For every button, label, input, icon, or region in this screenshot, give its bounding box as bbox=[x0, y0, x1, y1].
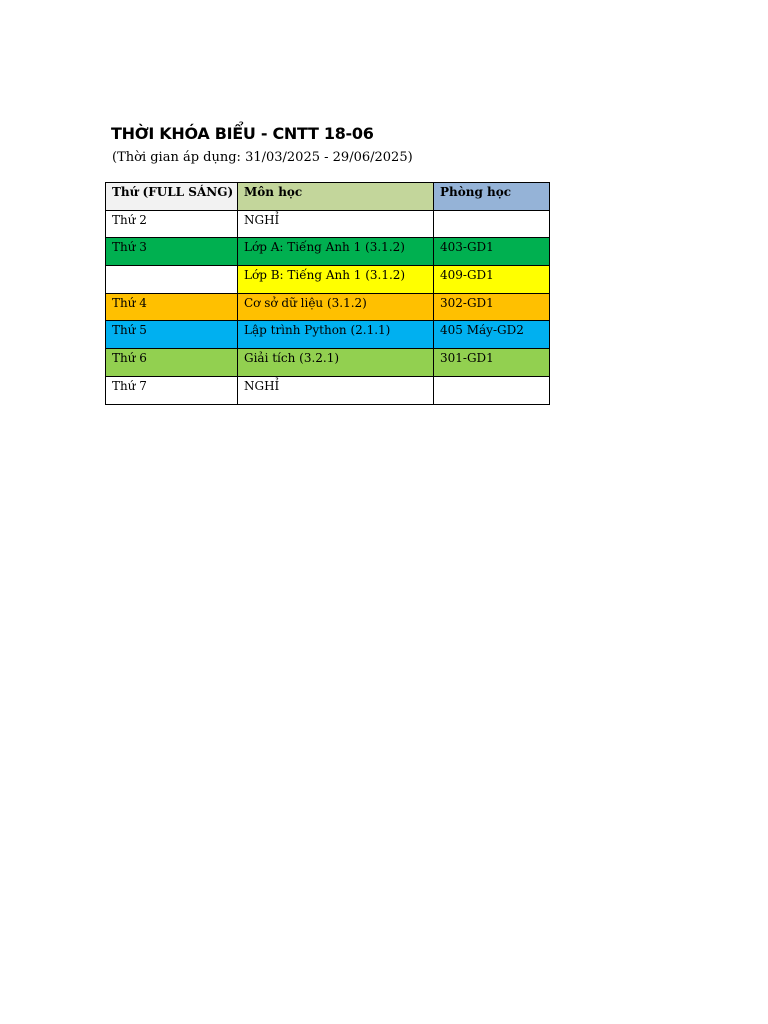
room-cell: 302-GD1 bbox=[434, 293, 550, 321]
subject-cell: Lớp A: Tiếng Anh 1 (3.1.2) bbox=[238, 238, 434, 266]
subject-cell: Giải tích (3.2.1) bbox=[238, 349, 434, 377]
header-day: Thứ (FULL SÁNG) bbox=[106, 183, 238, 211]
header-room: Phòng học bbox=[434, 183, 550, 211]
room-cell: 301-GD1 bbox=[434, 349, 550, 377]
room-cell bbox=[434, 376, 550, 404]
day-cell: Thứ 7 bbox=[106, 376, 238, 404]
day-cell: Thứ 4 bbox=[106, 293, 238, 321]
table-row bbox=[106, 266, 550, 294]
table-row bbox=[106, 210, 550, 238]
subject-cell: NGHỈ bbox=[238, 210, 434, 238]
day-cell bbox=[106, 266, 238, 294]
table-row bbox=[106, 321, 550, 349]
schedule-table bbox=[105, 182, 550, 405]
subject-cell: NGHỈ bbox=[238, 376, 434, 404]
day-cell: Thứ 6 bbox=[106, 349, 238, 377]
page-subtitle: (Thời gian áp dụng: 31/03/2025 - 29/06/2025) bbox=[112, 150, 413, 165]
day-cell: Thứ 3 bbox=[106, 238, 238, 266]
room-cell bbox=[434, 210, 550, 238]
room-cell: 403-GD1 bbox=[434, 238, 550, 266]
table-row bbox=[106, 376, 550, 404]
subject-cell: Lớp B: Tiếng Anh 1 (3.1.2) bbox=[238, 266, 434, 294]
day-cell: Thứ 2 bbox=[106, 210, 238, 238]
table-header-row bbox=[106, 183, 550, 211]
day-cell: Thứ 5 bbox=[106, 321, 238, 349]
room-cell: 409-GD1 bbox=[434, 266, 550, 294]
subject-cell: Lập trình Python (2.1.1) bbox=[238, 321, 434, 349]
table-row bbox=[106, 293, 550, 321]
subject-cell: Cơ sở dữ liệu (3.1.2) bbox=[238, 293, 434, 321]
header-subject: Môn học bbox=[238, 183, 434, 211]
table-row bbox=[106, 349, 550, 377]
page-title: THỜI KHÓA BIỂU - CNTT 18-06 bbox=[111, 124, 374, 143]
table-row bbox=[106, 238, 550, 266]
room-cell: 405 Máy-GD2 bbox=[434, 321, 550, 349]
